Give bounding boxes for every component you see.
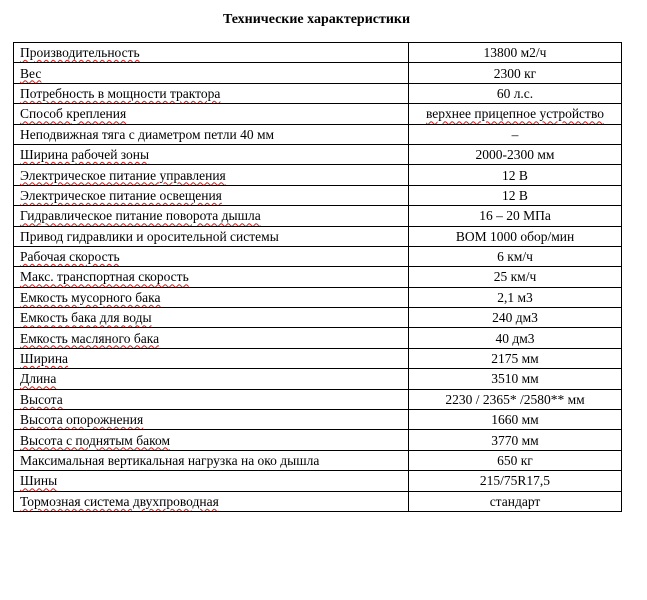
table-row (14, 226, 622, 246)
value-cell (409, 389, 622, 409)
value-cell (409, 308, 622, 328)
document-title: Технические характеристики (222, 12, 411, 27)
parameter-cell (14, 206, 409, 226)
parameter-value: 240 дм3 (492, 310, 538, 326)
value-cell (409, 83, 622, 103)
parameter-value: 215/75R17,5 (479, 473, 551, 489)
parameter-name: Емкость масляного бака (20, 330, 160, 346)
table-row (14, 389, 622, 409)
parameter-cell (14, 246, 409, 266)
parameter-name: Способ крепления (20, 106, 127, 122)
parameter-cell (14, 410, 409, 430)
parameter-cell (14, 185, 409, 205)
parameter-name: Тормозная система двухпроводная (20, 493, 219, 509)
parameter-name: Рабочая скорость (20, 249, 120, 265)
parameter-value: 25 км/ч (493, 269, 537, 285)
parameter-name: Максимальная вертикальная нагрузка на око дышла (20, 453, 320, 468)
parameter-name: Емкость мусорного бака (20, 289, 161, 305)
parameter-value: 12 В (502, 187, 528, 203)
parameter-name: Привод гидравлики и оросительной системы (20, 228, 279, 244)
parameter-value: 3770 мм (491, 432, 539, 448)
parameter-name: Макс. транспортная скорость (20, 269, 189, 285)
parameter-name: Электрическое питание освещения (20, 187, 222, 203)
table-row (14, 267, 622, 287)
table-row (14, 206, 622, 226)
parameter-name: Высота опорожнения (20, 412, 144, 428)
parameter-name: Потребность в мощности трактора (20, 85, 221, 101)
parameter-name: Емкость бака для воды (20, 310, 152, 326)
parameter-value: 2000-2300 мм (475, 147, 555, 163)
parameter-cell (14, 491, 409, 511)
table-row (14, 430, 622, 450)
parameter-cell (14, 348, 409, 368)
value-cell (409, 491, 622, 511)
parameter-value: 2,1 м3 (497, 289, 533, 305)
table-row (14, 491, 622, 511)
value-cell (409, 104, 622, 124)
parameter-cell (14, 369, 409, 389)
parameter-cell (14, 43, 409, 63)
parameter-value: стандарт (489, 493, 541, 509)
parameter-name: Ширина рабочей зоны (20, 147, 150, 163)
value-cell (409, 369, 622, 389)
parameter-value: 6 км/ч (497, 249, 533, 265)
value-cell (409, 165, 622, 185)
value-cell (409, 43, 622, 63)
value-cell (409, 185, 622, 205)
value-cell (409, 328, 622, 348)
parameter-value: 2300 кг (493, 65, 537, 81)
value-cell (409, 287, 622, 307)
parameter-value: 1660 мм (491, 412, 539, 428)
parameter-cell (14, 471, 409, 491)
parameter-cell (14, 450, 409, 470)
parameter-value: верхнее прицепное устройство (426, 106, 604, 122)
parameter-name: Гидравлическое питание поворота дышла (20, 208, 261, 224)
table-row (14, 124, 622, 144)
parameter-cell (14, 287, 409, 307)
parameter-value: 40 дм3 (495, 330, 535, 346)
table-row (14, 185, 622, 205)
parameter-cell (14, 83, 409, 103)
value-cell (409, 246, 622, 266)
parameter-name: Электрическое питание управления (20, 167, 226, 183)
value-cell (409, 450, 622, 470)
parameter-value: 60 л.с. (496, 85, 534, 101)
table-row (14, 287, 622, 307)
parameter-cell (14, 430, 409, 450)
parameter-cell (14, 144, 409, 164)
table-row (14, 246, 622, 266)
table-row (14, 83, 622, 103)
parameter-cell (14, 124, 409, 144)
parameter-name: Шины (20, 473, 58, 489)
parameter-value: ВОМ 1000 обор/мин (455, 228, 575, 244)
table-row (14, 369, 622, 389)
parameter-cell (14, 165, 409, 185)
table-row (14, 328, 622, 348)
specifications-table (13, 42, 622, 512)
parameter-cell (14, 328, 409, 348)
parameter-cell (14, 63, 409, 83)
table-row (14, 308, 622, 328)
parameter-cell (14, 104, 409, 124)
parameter-name: Высота (20, 391, 63, 407)
table-row (14, 410, 622, 430)
parameter-name: Производительность (20, 45, 140, 61)
parameter-name: Высота с поднятым баком (20, 432, 170, 448)
value-cell (409, 206, 622, 226)
parameter-cell (14, 226, 409, 246)
table-row (14, 348, 622, 368)
parameter-value: 16 – 20 МПа (479, 208, 551, 224)
value-cell (409, 124, 622, 144)
value-cell (409, 144, 622, 164)
table-row (14, 104, 622, 124)
parameter-name: Неподвижная тяга с диаметром петли 40 мм (20, 126, 275, 142)
parameter-cell (14, 267, 409, 287)
value-cell (409, 471, 622, 491)
parameter-cell (14, 389, 409, 409)
value-cell (409, 348, 622, 368)
parameter-value: 12 В (502, 167, 528, 183)
parameter-value: 3510 мм (491, 371, 539, 387)
parameter-value: 13800 м2/ч (483, 45, 547, 61)
parameter-value: 650 кг (497, 453, 533, 468)
parameter-name: Ширина (20, 351, 69, 367)
table-row (14, 63, 622, 83)
value-cell (409, 267, 622, 287)
parameter-cell (14, 308, 409, 328)
table-row (14, 144, 622, 164)
value-cell (409, 430, 622, 450)
table-row (14, 450, 622, 470)
parameter-name: Вес (20, 65, 42, 81)
table-row (14, 165, 622, 185)
parameter-name: Длина (20, 371, 57, 387)
table-row (14, 43, 622, 63)
parameter-value: 2230 / 2365* /2580** мм (445, 391, 585, 407)
table-row (14, 471, 622, 491)
value-cell (409, 410, 622, 430)
value-cell (409, 63, 622, 83)
value-cell (409, 226, 622, 246)
parameter-value: – (511, 126, 519, 142)
parameter-value: 2175 мм (491, 351, 539, 367)
